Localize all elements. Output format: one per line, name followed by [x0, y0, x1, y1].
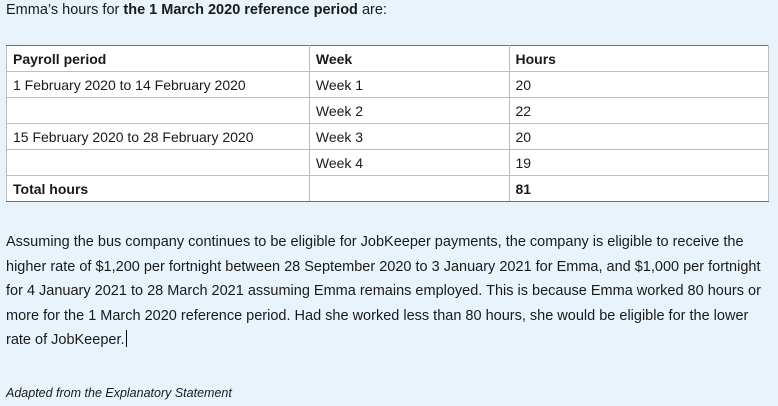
- header-payroll-period: Payroll period: [7, 46, 310, 72]
- cell-week: Week 4: [309, 150, 509, 176]
- cell-hours: 22: [509, 98, 769, 124]
- source-note: Adapted from the Explanatory Statement: [6, 386, 232, 400]
- table-row: [7, 150, 769, 176]
- body-paragraph[interactable]: [6, 230, 772, 353]
- intro-line: [6, 1, 387, 19]
- total-label: Total hours: [7, 176, 310, 202]
- table-header-row: [7, 46, 769, 72]
- table-row: [7, 72, 769, 98]
- cell-hours: 19: [509, 150, 769, 176]
- header-week: Week: [309, 46, 509, 72]
- cell-hours: 20: [509, 124, 769, 150]
- paragraph-text: Assuming the bus company continues to be eligible for JobKeeper payments, the company is eligible to receive the higher rate of $1,200 per fortnight between 28 September 2020 to 3 January 2021 for Emma, and $1,000 per fortnight for 4 January 2021 to 28 March 2021 assuming Emma remains employed. This is because Emma worked 80 hours or more for the 1 March 2020 reference period. Had she worked less than 80 hours, she would be eligible for the lower rate of JobKeeper.: [6, 234, 761, 348]
- hours-table: [6, 45, 769, 202]
- cell-hours: 20: [509, 72, 769, 98]
- cell-period: [7, 98, 310, 124]
- cell-week: Week 1: [309, 72, 509, 98]
- total-week: [309, 176, 509, 202]
- cell-period: 15 February 2020 to 28 February 2020: [7, 124, 310, 150]
- header-hours: Hours: [509, 46, 769, 72]
- total-hours: 81: [509, 176, 769, 202]
- intro-bold: the 1 March 2020 reference period: [123, 2, 358, 18]
- intro-suffix: are:: [357, 2, 387, 18]
- cell-week: Week 3: [309, 124, 509, 150]
- cell-period: [7, 150, 310, 176]
- table-row: [7, 98, 769, 124]
- table-row: [7, 124, 769, 150]
- intro-prefix: Emma’s hours for: [6, 2, 124, 18]
- table-total-row: [7, 176, 769, 202]
- text-cursor: [126, 330, 127, 347]
- cell-week: Week 2: [309, 98, 509, 124]
- cell-period: 1 February 2020 to 14 February 2020: [7, 72, 310, 98]
